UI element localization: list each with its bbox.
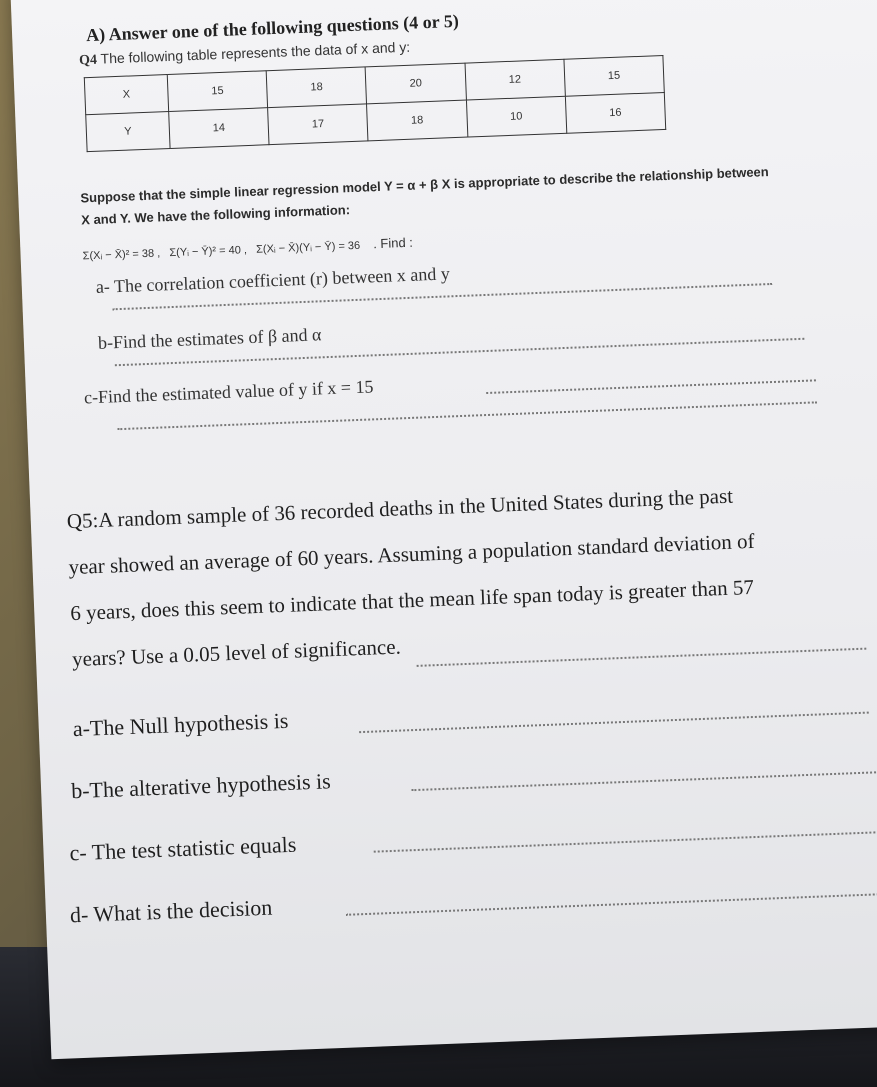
section-title: A) Answer one of the following questions (4 or 5) [85, 10, 460, 46]
answer-line [411, 771, 877, 791]
x-cell: 20 [365, 63, 466, 104]
answer-line [374, 830, 877, 852]
y-cell: 18 [367, 100, 468, 141]
y-header: Y [86, 112, 170, 152]
y-cell: 17 [268, 104, 369, 145]
x-cell: 15 [167, 71, 268, 112]
answer-line [486, 379, 816, 394]
q5-line-3: 6 years, does this seem to indicate that the mean life span today is greater than 57 [69, 574, 755, 626]
q5-part-a: a-The Null hypothesis is [72, 707, 289, 742]
answer-line [117, 401, 817, 430]
answer-line [359, 712, 869, 734]
q4-part-b: b-Find the estimates of β and α [97, 324, 322, 353]
q4-part-c: c-Find the estimated value of y if x = 15 [83, 376, 374, 408]
sum-xy: Σ(Xᵢ − X̄)(Yᵢ − Ȳ) = 36 [255, 239, 361, 256]
q4-label: Q4 [78, 52, 98, 69]
y-cell: 16 [565, 92, 666, 133]
sum-xx: Σ(Xᵢ − X̄)² = 38 , [82, 247, 161, 263]
q5-part-b: b-The alterative hypothesis is [70, 768, 332, 804]
sum-yy: Σ(Yᵢ − Ȳ)² = 40 , [169, 244, 248, 260]
x-cell: 18 [266, 67, 367, 108]
y-cell: 10 [466, 96, 567, 137]
q5-line-2: year showed an average of 60 years. Assuming a population standard deviation of [68, 528, 755, 580]
answer-line [346, 892, 877, 915]
exam-paper [10, 0, 877, 1059]
regression-paragraph: Suppose that the simple linear regression model Y = α + β X is appropriate to describe the relationship between X and Y. We have the following information: [80, 164, 769, 228]
q5-line-1: Q5:A random sample of 36 recorded deaths in the United States during the past [66, 483, 734, 534]
x-cell: 15 [564, 55, 665, 96]
q5-part-c: c- The test statistic equals [69, 831, 297, 866]
q4-intro-text: The following table represents the data of x and y: [100, 38, 411, 67]
q4-part-a: a- The correlation coefficient (r) between x and y [95, 263, 451, 297]
data-table [84, 55, 666, 152]
y-cell: 14 [169, 108, 270, 149]
q5-part-d: d- What is the decision [69, 894, 273, 928]
x-header: X [84, 75, 168, 115]
x-cell: 12 [465, 59, 566, 100]
find-label: . Find : [372, 234, 414, 252]
summary-sums [82, 235, 413, 263]
q5-line-4: years? Use a 0.05 level of significance. [71, 634, 402, 672]
